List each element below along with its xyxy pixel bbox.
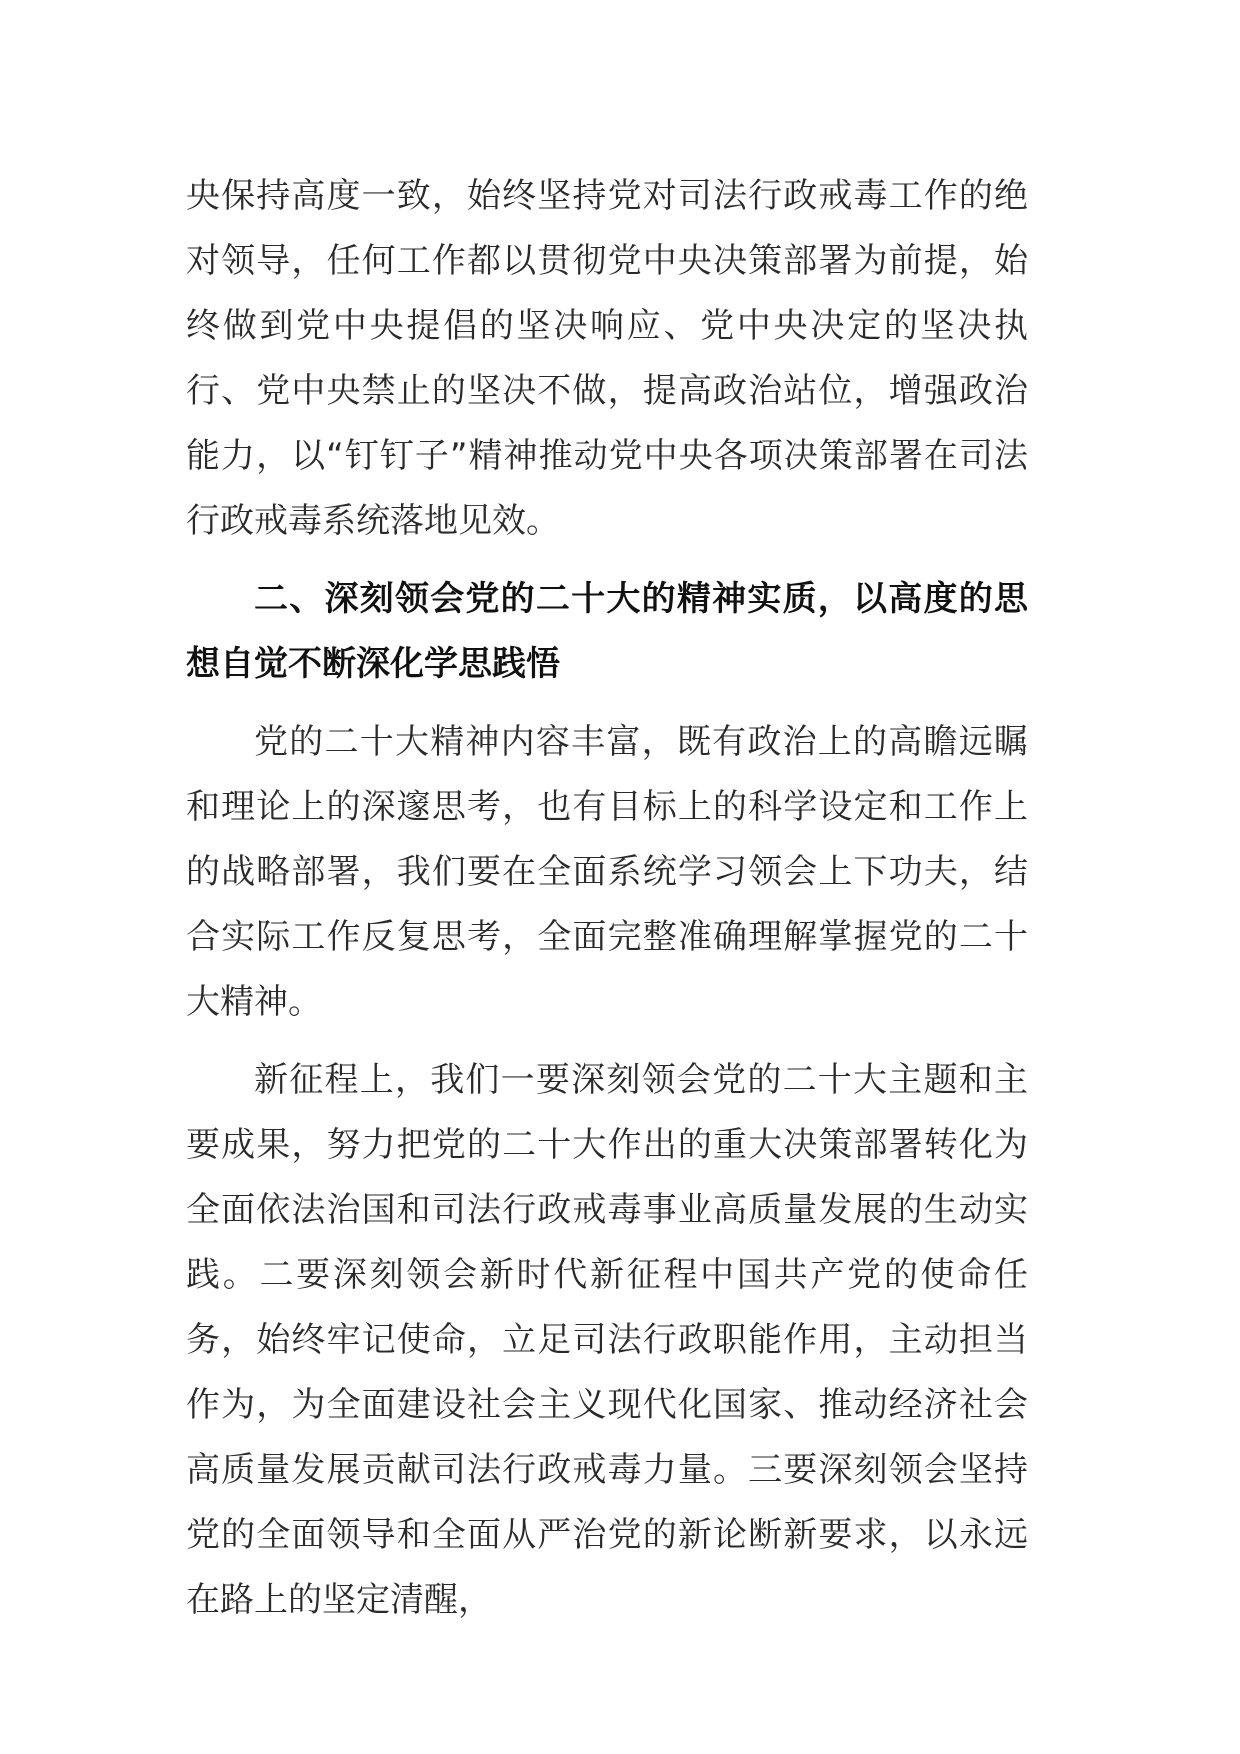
document-body [186,164,1028,1633]
section-heading: 二、深刻领会党的二十大的精神实质，以高度的思想自觉不断深化学思践悟 [186,579,1028,684]
paragraph-body-2: 新征程上，我们一要深刻领会党的二十大主题和主要成果，努力把党的二十大作出的重大决策部署转化为全面依法治国和司法行政戒毒事业高质量发展的生动实践。二要深刻领会新时代新征程中国共产党的使命任务，始终牢记使命，立足司法行政职能作用，主动担当作为，为全面建设社会主义现代化国家、推动经济社会高质量发展贡献司法行政戒毒力量。三要深刻领会坚持党的全面领导和全面从严治党的新论断新要求，以永远在路上的坚定清醒， [186,1060,1028,1620]
paragraph-body-1: 党的二十大精神内容丰富，既有政治上的高瞻远瞩和理论上的深邃思考，也有目标上的科学设定和工作上的战略部署，我们要在全面系统学习领会上下功夫，结合实际工作反复思考，全面完整准确理解掌握党的二十大精神。 [186,722,1028,1022]
paragraph-continuation: 央保持高度一致，始终坚持党对司法行政戒毒工作的绝对领导，任何工作都以贯彻党中央决策部署为前提，始终做到党中央提倡的坚决响应、党中央决定的坚决执行、党中央禁止的坚决不做，提高政治站位，增强政治能力，以“钉钉子”精神推动党中央各项决策部署在司法行政戒毒系统落地见效。 [186,176,1028,541]
